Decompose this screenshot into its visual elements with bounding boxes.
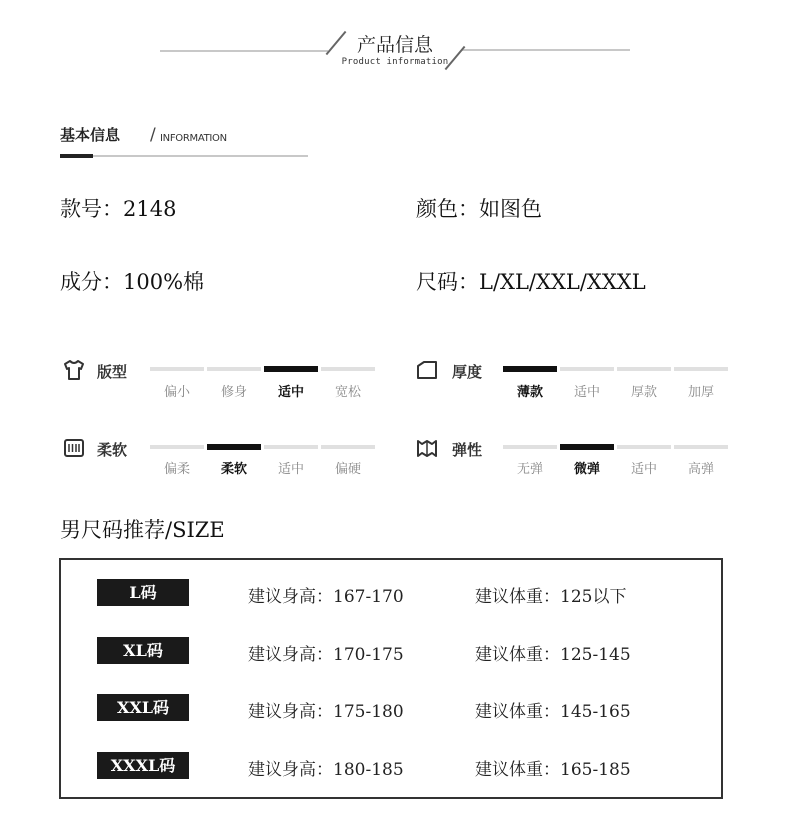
elasticity-option: 微弹 <box>573 462 600 477</box>
elasticity-option: 高弹 <box>687 462 714 477</box>
section-subtitle: INFORMATION <box>160 133 227 144</box>
thickness-option: 薄款 <box>516 385 543 400</box>
size-weight: 建议体重：125以下 <box>475 587 627 607</box>
softness-scale-segment <box>150 445 204 449</box>
thickness-option: 厚款 <box>630 385 657 400</box>
folder-icon <box>415 358 439 382</box>
thickness-scale-segment <box>560 367 614 371</box>
elasticity-scale-segment <box>617 445 671 449</box>
size-height: 建议身高：175-180 <box>248 702 404 722</box>
tshirt-icon <box>62 358 86 382</box>
size-guide-title: 男尺码推荐/SIZE <box>60 518 225 542</box>
fit-scale-segment <box>264 366 318 372</box>
section-slash: / <box>150 125 156 145</box>
color-info: 颜色：如图色 <box>416 197 542 221</box>
softness-option: 偏硬 <box>334 462 361 477</box>
size-height: 建议身高：170-175 <box>248 645 404 665</box>
size-tag: XXXL码 <box>97 752 189 779</box>
page-subtitle: Product information <box>341 57 449 67</box>
softness-scale-segment <box>207 444 261 450</box>
fit-option: 宽松 <box>334 385 361 400</box>
softness-scale-segment <box>321 445 375 449</box>
softness-option: 柔软 <box>220 462 247 477</box>
softness-option: 适中 <box>277 462 304 477</box>
elasticity-scale-segment <box>560 444 614 450</box>
fabric-icon <box>62 436 86 460</box>
size-info: 尺码：L/XL/XXL/XXXL <box>416 270 646 294</box>
thickness-option: 加厚 <box>687 385 714 400</box>
size-tag: XL码 <box>97 637 189 664</box>
elasticity-option: 无弹 <box>516 462 543 477</box>
thickness-scale-segment <box>674 367 728 371</box>
fit-option: 修身 <box>220 385 247 400</box>
page-title: 产品信息 <box>356 34 433 56</box>
fit-label: 版型 <box>97 363 128 381</box>
size-height: 建议身高：180-185 <box>248 760 404 780</box>
stretch-icon <box>415 436 439 460</box>
fit-scale-segment <box>207 367 261 371</box>
softness-scale-segment <box>264 445 318 449</box>
softness-option: 偏柔 <box>163 462 190 477</box>
softness-label: 柔软 <box>97 441 128 459</box>
fit-option: 偏小 <box>163 385 190 400</box>
style-number: 款号：2148 <box>60 197 177 221</box>
elasticity-scale-segment <box>503 445 557 449</box>
size-weight: 建议体重：125-145 <box>475 645 631 665</box>
thickness-option: 适中 <box>573 385 600 400</box>
elasticity-option: 适中 <box>630 462 657 477</box>
size-tag: XXL码 <box>97 694 189 721</box>
size-tag: L码 <box>97 579 189 606</box>
fit-scale-segment <box>150 367 204 371</box>
section-underline-accent <box>60 154 93 158</box>
elasticity-scale-segment <box>674 445 728 449</box>
thickness-label: 厚度 <box>452 363 483 381</box>
thickness-scale-segment <box>617 367 671 371</box>
material-info: 成分：100%棉 <box>60 270 205 294</box>
size-weight: 建议体重：145-165 <box>475 702 631 722</box>
fit-option: 适中 <box>277 385 304 400</box>
elasticity-label: 弹性 <box>452 441 483 459</box>
size-height: 建议身高：167-170 <box>248 587 404 607</box>
size-weight: 建议体重：165-185 <box>475 760 631 780</box>
section-underline <box>60 155 308 157</box>
fit-scale-segment <box>321 367 375 371</box>
section-title: 基本信息 <box>60 126 121 144</box>
thickness-scale-segment <box>503 366 557 372</box>
